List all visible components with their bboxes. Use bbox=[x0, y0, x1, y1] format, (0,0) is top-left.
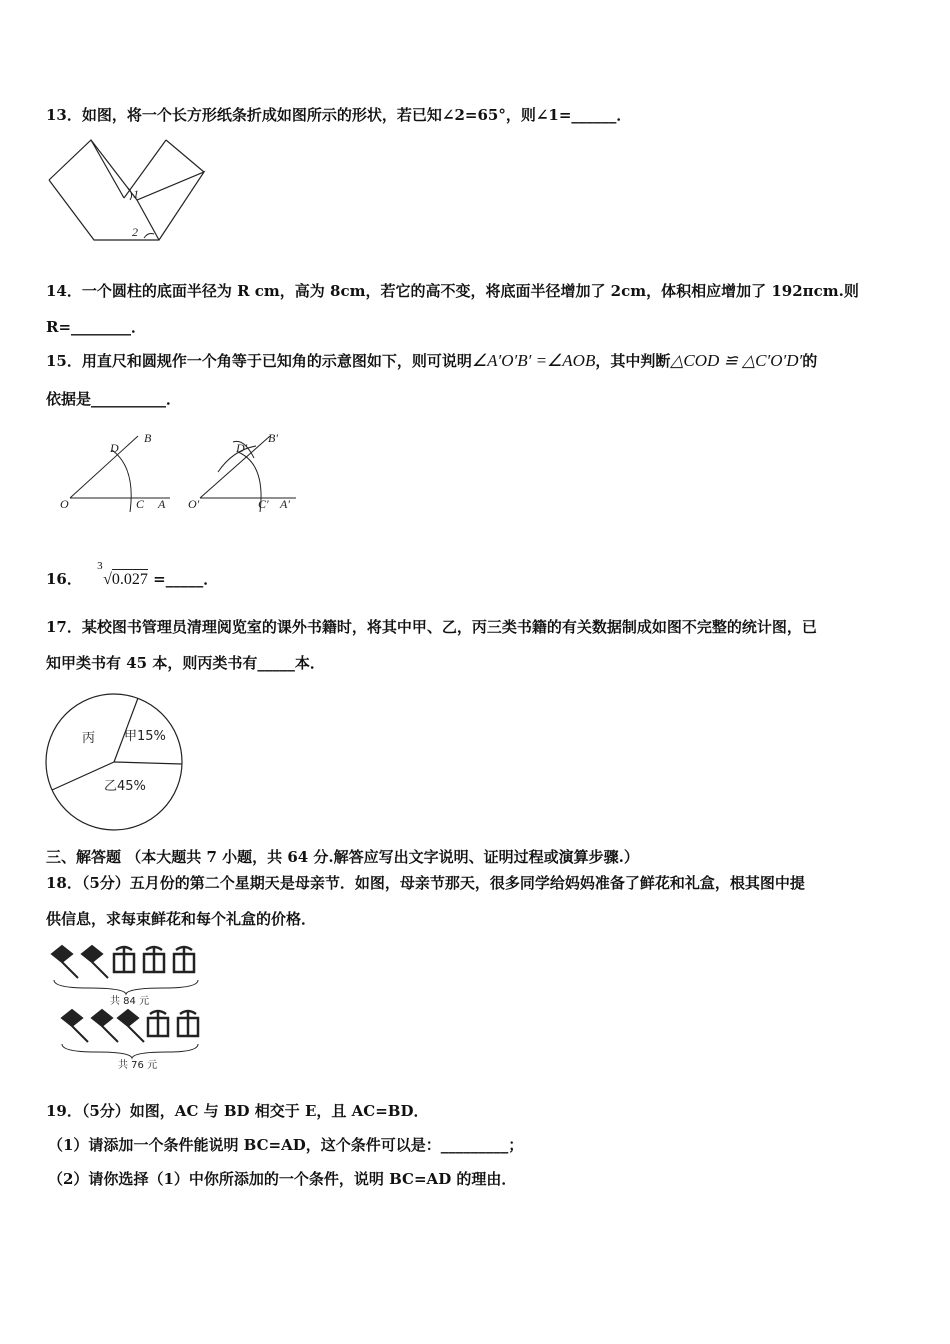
q13-label-1: 1 bbox=[133, 187, 139, 201]
q15-label-O-prime: O′ bbox=[188, 497, 200, 511]
q13-text: 13．如图，将一个长方形纸条折成如图所示的形状，若已知∠2=65°，则∠1=______． bbox=[46, 106, 632, 124]
q17-line2: 知甲类书有 45 本，则丙类书有_____本． bbox=[46, 654, 325, 672]
q15-label-C: C bbox=[136, 497, 145, 511]
gift-box-icon bbox=[114, 947, 194, 972]
q18-line2: 供信息，求每束鲜花和每个礼盒的价格． bbox=[46, 910, 317, 928]
q15-mid: ，其中判断 bbox=[595, 352, 671, 370]
q16-cube-root: 3 √0.027 bbox=[97, 560, 148, 588]
q15-label-O: O bbox=[60, 497, 69, 511]
q17-pie-chart bbox=[44, 690, 189, 835]
q16-number: 16． bbox=[46, 570, 82, 588]
q14-line2: R=________． bbox=[46, 318, 147, 336]
q17-line1: 17．某校图书管理员清理阅览室的课外书籍时，将其中甲、乙，丙三类书籍的有关数据制成如图不完整的统计图，已 bbox=[46, 618, 817, 636]
q15-label-B: B bbox=[144, 431, 152, 445]
q15-prefix: 15．用直尺和圆规作一个角等于已知角的示意图如下，则可说明 bbox=[46, 352, 472, 370]
pie-label-yi: 乙45% bbox=[104, 779, 146, 794]
q16-line bbox=[46, 560, 219, 589]
pie-label-bing: 丙 bbox=[82, 731, 96, 746]
q19-line3: （2）请你选择（1）中你所添加的一个条件，说明 BC=AD 的理由． bbox=[48, 1170, 517, 1188]
q13-label-2: 2 bbox=[132, 225, 138, 239]
q13-fold-figure bbox=[44, 140, 214, 245]
q15-math-angle: ∠A′O′B′ =∠AOB bbox=[471, 351, 596, 370]
q15-label-D: D bbox=[110, 441, 119, 455]
q18-flowers-gifts-figure bbox=[48, 942, 218, 1072]
q18-total-1: 共 84 元 bbox=[110, 996, 150, 1007]
q16-root-index: 3 bbox=[97, 560, 103, 572]
q15-suffix: 的 bbox=[802, 352, 818, 370]
q15-label-C-prime: C′ bbox=[258, 497, 269, 511]
q19-line1: 19．（5分）如图，AC 与 BD 相交于 E，且 AC=BD． bbox=[46, 1102, 429, 1120]
q15-label-A-prime: A′ bbox=[280, 497, 290, 511]
q15-line2: 依据是__________． bbox=[46, 390, 182, 408]
pie-label-jia: 甲15% bbox=[124, 729, 166, 744]
q15-math-congruent: △COD ≌ △C′O′D′ bbox=[670, 351, 803, 370]
q15-line1 bbox=[46, 350, 817, 371]
q16-suffix: =_____． bbox=[153, 570, 219, 588]
q15-label-D-prime: D′ bbox=[236, 441, 248, 455]
q16-radicand: 0.027 bbox=[111, 571, 148, 588]
q18-total-2: 共 76 元 bbox=[118, 1060, 158, 1071]
q15-compass-figure bbox=[58, 428, 303, 518]
section3-heading: 三、解答题 （本大题共 7 小题，共 64 分.解答应写出文字说明、证明过程或演算步骤.） bbox=[46, 848, 639, 866]
q18-line1: 18．（5分）五月份的第二个星期天是母亲节．如图，母亲节那天，很多同学给妈妈准备了鲜花和礼盒，根其图中提 bbox=[46, 874, 805, 892]
q19-line2: （1）请添加一个条件能说明 BC=AD，这个条件可以是：_________； bbox=[48, 1136, 524, 1154]
q15-label-A: A bbox=[158, 497, 166, 511]
q14-line1: 14．一个圆柱的底面半径为 R cm，高为 8cm，若它的高不变，将底面半径增加了 2cm，体积相应增加了 192πcm.则 bbox=[46, 282, 859, 300]
q15-label-B-prime: B′ bbox=[268, 431, 278, 445]
flower-icon bbox=[52, 946, 108, 978]
